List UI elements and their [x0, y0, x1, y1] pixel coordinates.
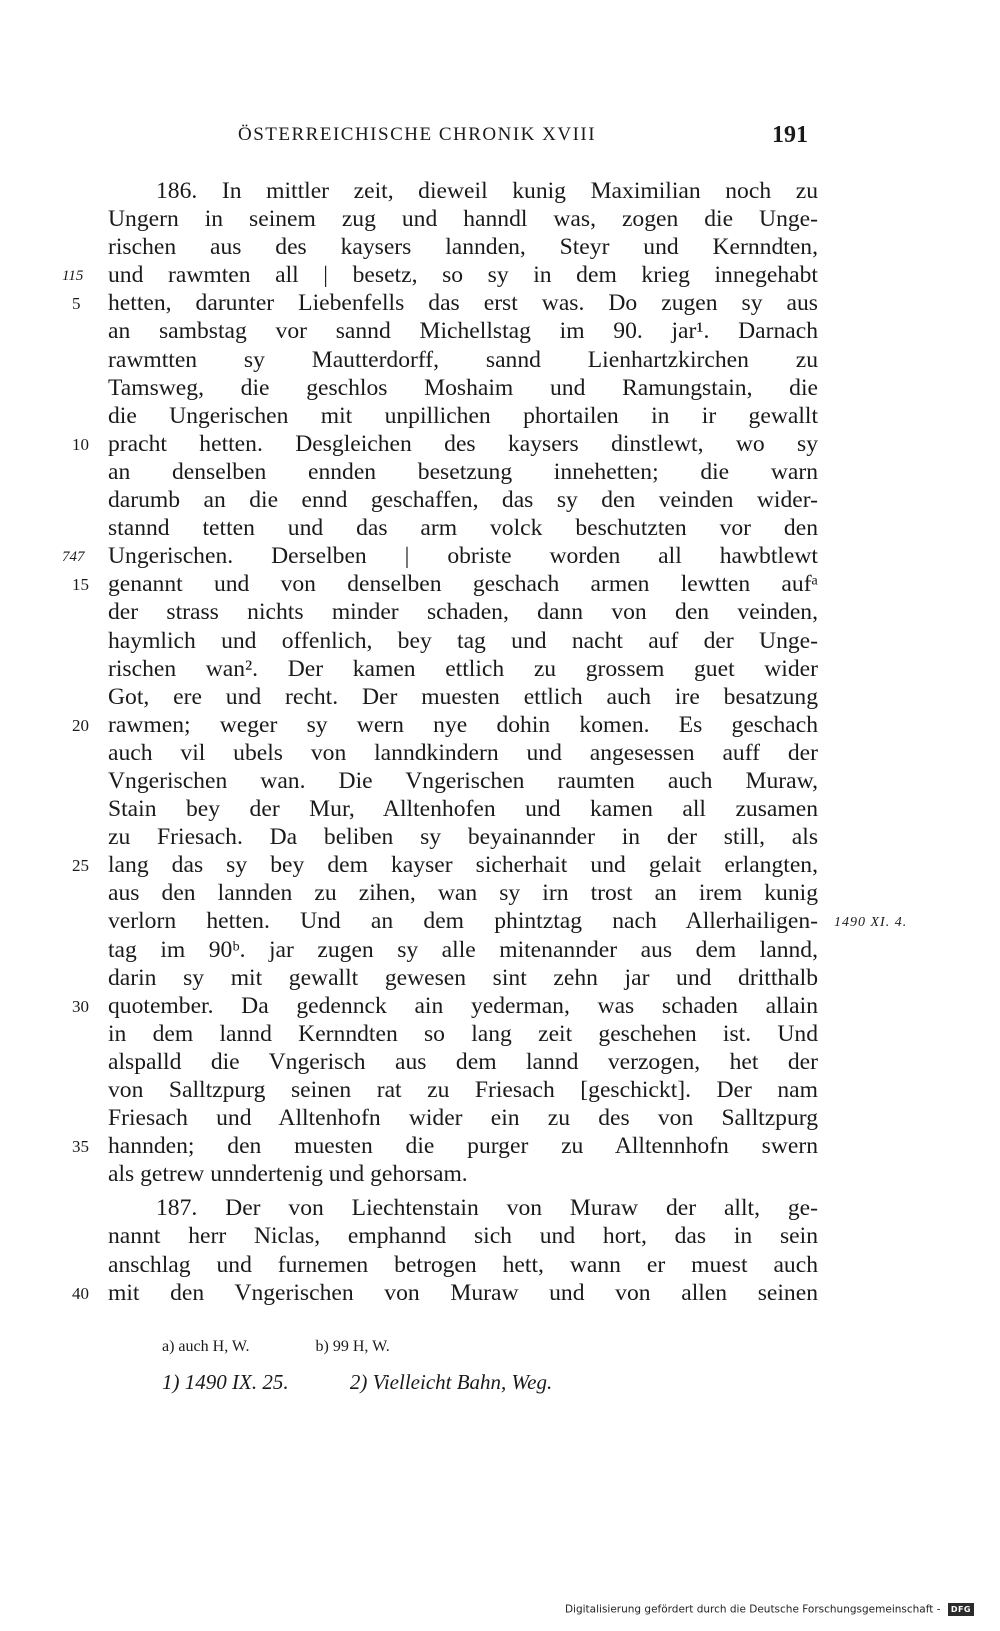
- line-text: tag im 90ᵇ. jar zugen sy alle mitenannder aus dem lannd,: [108, 936, 818, 963]
- line-text: mit den Vngerischen von Muraw und von allen seinen: [108, 1279, 818, 1306]
- line-number: 20: [72, 715, 89, 735]
- text-line: [0, 542, 1000, 570]
- text-line: [0, 739, 1000, 767]
- text-line: [0, 205, 1000, 233]
- line-text: lang das sy bey dem kayser sicherhait und gelait erlangten,: [108, 852, 818, 879]
- text-line: [0, 655, 1000, 683]
- line-text: pracht hetten. Desgleichen des kaysers dinstlewt, wo sy: [108, 430, 818, 457]
- page-number: 191: [772, 122, 808, 148]
- line-text: auch vil ubels von lanndkindern und angesessen auff der: [108, 739, 818, 766]
- text-line: [0, 1104, 1000, 1132]
- line-number: 5: [72, 294, 81, 314]
- line-number: 15: [72, 575, 89, 595]
- text-variants-apparatus: [162, 1338, 390, 1356]
- text-line: [0, 711, 1000, 739]
- credit-text: Digitalisierung gefördert durch die Deutsche Forschungsgemeinschaft -: [564, 1603, 941, 1616]
- line-text: Vngerischen wan. Die Vngerischen raumten auch Muraw,: [108, 767, 818, 794]
- line-number: 10: [72, 434, 89, 454]
- line-text: Friesach und Alltenhofn wider ein zu des von Salltzpurg: [108, 1105, 818, 1132]
- line-text: verlorn hetten. Und an dem phintztag nach Allerhailigen-: [108, 908, 818, 935]
- text-line: [0, 992, 1000, 1020]
- folio-marker: 115: [62, 268, 84, 285]
- line-number: 25: [72, 856, 89, 876]
- line-text: Tamsweg, die geschlos Moshaim und Ramungstain, die: [108, 374, 818, 401]
- text-line: [0, 1020, 1000, 1048]
- text-line: [0, 879, 1000, 907]
- text-line: [0, 627, 1000, 655]
- line-text: und rawmten all | besetz, so sy in dem krieg innegehabt: [108, 262, 818, 289]
- text-line: [0, 177, 1000, 205]
- line-text: an denselben ennden besetzung innehetten; die warn: [108, 458, 818, 485]
- variant-note-b: b) 99 H, W.: [315, 1338, 390, 1355]
- line-text: 187. Der von Liechtenstain von Muraw der allt, ge-: [156, 1195, 818, 1222]
- line-text: aus den lannden zu zihen, wan sy irn trost an irem kunig: [108, 880, 818, 907]
- text-line: [0, 570, 1000, 598]
- text-line: [0, 1160, 1000, 1188]
- line-text: an sambstag vor sannd Michellstag im 90. jar¹. Darnach: [108, 318, 818, 345]
- line-number: 35: [72, 1137, 89, 1157]
- line-text: hannden; den muesten die purger zu Alltennhofn swern: [108, 1133, 818, 1160]
- line-text: Stain bey der Mur, Alltenhofen und kamen all zusamen: [108, 796, 818, 823]
- line-text: rawmtten sy Mautterdorff, sannd Lienhartzkirchen zu: [108, 346, 818, 373]
- text-line: [0, 683, 1000, 711]
- text-line: [0, 598, 1000, 626]
- line-text: als getrew unndertenig und gehorsam.: [108, 1161, 468, 1188]
- text-line: [0, 1132, 1000, 1160]
- text-line: [0, 823, 1000, 851]
- dfg-logo: DFG: [948, 1603, 974, 1616]
- text-line: [0, 514, 1000, 542]
- line-text: quotember. Da gedennck ain yederman, was schaden allain: [108, 992, 818, 1019]
- line-text: darin sy mit gewallt gewesen sint zehn jar und dritthalb: [108, 964, 818, 991]
- text-line: [0, 1076, 1000, 1104]
- text-line: [0, 1279, 1000, 1307]
- line-text: Ungern in seinem zug und hanndl was, zogen die Unge-: [108, 206, 818, 233]
- folio-marker: 747: [62, 549, 85, 566]
- line-text: rawmen; weger sy wern nye dohin komen. Es geschach: [108, 711, 818, 738]
- text-line: [0, 374, 1000, 402]
- line-text: Ungerischen. Derselben | obriste worden all hawbtlewt: [108, 543, 818, 570]
- footnote-2: 2) Vielleicht Bahn, Weg.: [349, 1370, 553, 1394]
- footnote-1: 1) 1490 IX. 25.: [162, 1370, 289, 1394]
- line-text: anschlag und furnemen betrogen hett, wann er muest auch: [108, 1251, 818, 1278]
- text-line: [0, 430, 1000, 458]
- running-title: ÖSTERREICHISCHE CHRONIK XVIII: [238, 124, 597, 145]
- digitization-credit: [565, 1603, 974, 1619]
- line-text: stannd tetten und das arm volck beschutzten vor den: [108, 515, 818, 542]
- line-text: zu Friesach. Da beliben sy beyainannder in der still, als: [108, 824, 818, 851]
- text-line: [0, 767, 1000, 795]
- text-line: [0, 1048, 1000, 1076]
- text-line: [0, 402, 1000, 430]
- line-text: 186. In mittler zeit, dieweil kunig Maximilian noch zu: [156, 178, 818, 204]
- text-line: [0, 851, 1000, 879]
- text-line: [0, 289, 1000, 317]
- marginal-date: 1490 XI. 4.: [834, 915, 908, 931]
- line-text: nannt herr Niclas, emphannd sich und hort, das in sein: [108, 1223, 818, 1250]
- line-text: rischen aus des kaysers lannden, Steyr und Kernndten,: [108, 234, 818, 261]
- text-line: [0, 795, 1000, 823]
- text-line: [0, 1251, 1000, 1279]
- text-line: [0, 261, 1000, 289]
- line-text: die Ungerischen mit unpillichen phortailen in ir gewallt: [108, 402, 818, 429]
- line-text: der strass nichts minder schaden, dann von den veinden,: [108, 599, 818, 626]
- running-header: [238, 122, 808, 152]
- footnotes: [162, 1370, 552, 1395]
- text-line: [0, 1222, 1000, 1250]
- line-text: haymlich und offenlich, bey tag und nacht auf der Unge-: [108, 627, 818, 654]
- text-line: [0, 317, 1000, 345]
- text-line: [0, 346, 1000, 374]
- text-line: [0, 458, 1000, 486]
- text-line: [0, 907, 1000, 935]
- line-text: rischen wan². Der kamen ettlich zu grossem guet wider: [108, 655, 818, 682]
- line-text: darumb an die ennd geschaffen, das sy den veinden wider-: [108, 487, 818, 514]
- line-text: von Salltzpurg seinen rat zu Friesach [geschickt]. Der nam: [108, 1077, 818, 1103]
- line-number: 30: [72, 996, 89, 1016]
- body-text: [0, 177, 1000, 1307]
- variant-note-a: a) auch H, W.: [162, 1338, 250, 1355]
- text-line: [0, 486, 1000, 514]
- text-line: [0, 233, 1000, 261]
- line-text: in dem lannd Kernndten so lang zeit geschehen ist. Und: [108, 1020, 818, 1047]
- line-text: alspalld die Vngerisch aus dem lannd verzogen, het der: [108, 1048, 818, 1075]
- line-text: Got, ere und recht. Der muesten ettlich auch ire besatzung: [108, 683, 818, 710]
- line-number: 40: [72, 1283, 89, 1303]
- text-line: [0, 964, 1000, 992]
- line-text: hetten, darunter Liebenfells das erst was. Do zugen sy aus: [108, 290, 818, 317]
- text-line: [0, 936, 1000, 964]
- line-text: genannt und von denselben geschach armen lewtten aufᵃ: [108, 571, 818, 598]
- text-line: [0, 1194, 1000, 1222]
